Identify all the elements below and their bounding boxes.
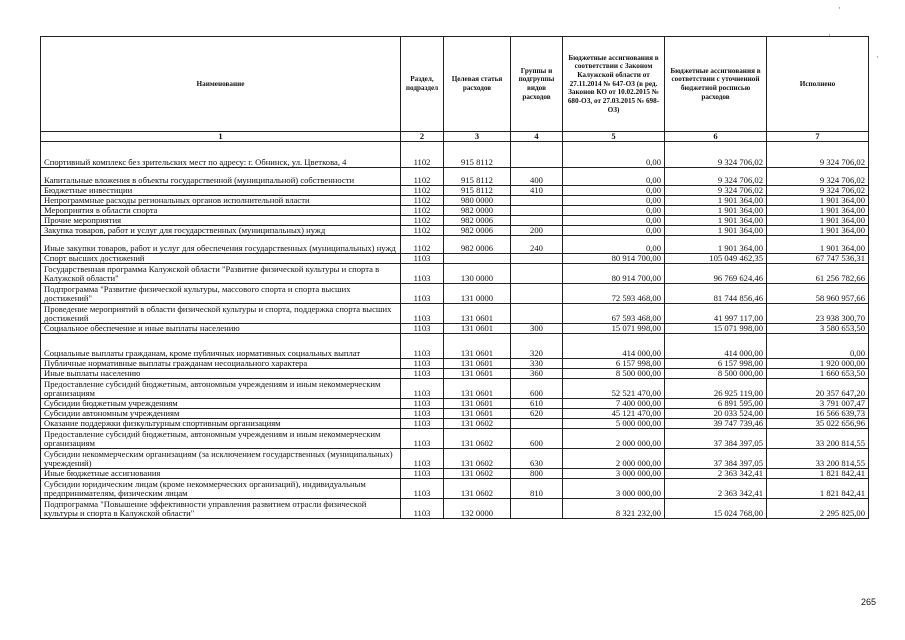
row-target-article: 131 0602 (444, 419, 511, 429)
row-expense-group: 600 (511, 379, 563, 399)
row-section: 1103 (401, 254, 444, 264)
row-refined: 41 997 117,00 (665, 304, 767, 324)
row-name: Субсидии автономным учреждениям (41, 409, 401, 419)
row-executed: 9 324 706,02 (767, 142, 869, 168)
header-row (41, 37, 869, 132)
table-row (41, 216, 869, 226)
row-assigned: 3 000 000,00 (563, 479, 665, 499)
header-assigned-by-law: Бюджетные ассигнования в соответствии с Законом Калужской области от 27.11.2014 № 647-ОЗ (в ред. Законов КО от 10.02.2015 № 680-ОЗ, от 27.03.2015 № 698-ОЗ) (563, 37, 665, 132)
row-assigned: 52 521 470,00 (563, 379, 665, 399)
row-refined: 1 901 364,00 (665, 196, 767, 206)
row-expense-group (511, 284, 563, 304)
table-row (41, 284, 869, 304)
row-executed: 35 022 656,96 (767, 419, 869, 429)
row-target-article: 131 0601 (444, 334, 511, 359)
row-target-article: 131 0601 (444, 304, 511, 324)
row-expense-group: 300 (511, 324, 563, 334)
row-assigned: 0,00 (563, 142, 665, 168)
row-executed: 9 324 706,02 (767, 186, 869, 196)
row-assigned: 0,00 (563, 168, 665, 186)
row-assigned: 414 000,00 (563, 334, 665, 359)
row-target-article: 915 8112 (444, 186, 511, 196)
row-refined: 105 049 462,35 (665, 254, 767, 264)
row-target-article: 982 0000 (444, 206, 511, 216)
row-name: Иные закупки товаров, работ и услуг для обеспечения государственных (муниципальных) нужд (41, 236, 401, 254)
row-target-article: 131 0601 (444, 409, 511, 419)
row-expense-group: 600 (511, 429, 563, 449)
row-name: Спортивный комплекс без зрительских мест по адресу: г. Обнинск, ул. Цветкова, 4 (41, 142, 401, 168)
row-section: 1103 (401, 334, 444, 359)
row-refined: 6 891 595,00 (665, 399, 767, 409)
table-row (41, 186, 869, 196)
row-executed: 23 938 300,70 (767, 304, 869, 324)
row-name: Спорт высших достижений (41, 254, 401, 264)
row-name: Закупка товаров, работ и услуг для государственных (муниципальных) нужд (41, 226, 401, 236)
row-executed: 20 357 647,20 (767, 379, 869, 399)
header-refined-assignment: Бюджетные ассигнования в соответствии с уточненной бюджетной росписью расходов (665, 37, 767, 132)
row-refined: 2 363 342,41 (665, 479, 767, 499)
row-section: 1103 (401, 409, 444, 419)
column-number: 2 (401, 132, 444, 142)
row-name: Иные выплаты населению (41, 369, 401, 379)
row-executed: 1 660 653,50 (767, 369, 869, 379)
row-executed: 1 901 364,00 (767, 236, 869, 254)
row-section: 1103 (401, 264, 444, 284)
row-expense-group (511, 254, 563, 264)
row-expense-group: 800 (511, 469, 563, 479)
row-expense-group: 400 (511, 168, 563, 186)
scan-mark: · (876, 52, 879, 62)
row-section: 1103 (401, 304, 444, 324)
row-target-article: 915 8112 (444, 142, 511, 168)
row-refined: 2 363 342,41 (665, 469, 767, 479)
row-assigned: 0,00 (563, 196, 665, 206)
row-assigned: 6 157 998,00 (563, 359, 665, 369)
row-section: 1102 (401, 196, 444, 206)
row-name: Капитальные вложения в объекты государственной (муниципальной) собственности (41, 168, 401, 186)
row-expense-group: 630 (511, 449, 563, 469)
row-name: Проведение мероприятий в области физической культуры и спорта, поддержка спорта высших достижений (41, 304, 401, 324)
row-executed: 0,00 (767, 334, 869, 359)
row-refined: 37 384 397,05 (665, 449, 767, 469)
row-target-article: 131 0602 (444, 469, 511, 479)
row-name: Субсидии бюджетным учреждениям (41, 399, 401, 409)
table-row (41, 399, 869, 409)
row-section: 1102 (401, 168, 444, 186)
row-section: 1103 (401, 449, 444, 469)
row-expense-group: 810 (511, 479, 563, 499)
row-refined: 8 500 000,00 (665, 369, 767, 379)
row-executed: 33 200 814,55 (767, 429, 869, 449)
row-refined: 9 324 706,02 (665, 142, 767, 168)
row-name: Публичные нормативные выплаты гражданам несоциального характера (41, 359, 401, 369)
row-refined: 81 744 856,46 (665, 284, 767, 304)
row-refined: 1 901 364,00 (665, 216, 767, 226)
row-expense-group (511, 304, 563, 324)
row-target-article (444, 254, 511, 264)
row-expense-group: 240 (511, 236, 563, 254)
header-executed: Исполнено (767, 37, 869, 132)
row-executed: 58 960 957,66 (767, 284, 869, 304)
table-row (41, 226, 869, 236)
row-refined: 39 747 739,46 (665, 419, 767, 429)
row-executed: 33 200 814,55 (767, 449, 869, 469)
row-assigned: 0,00 (563, 226, 665, 236)
row-executed: 9 324 706,02 (767, 168, 869, 186)
header-name: Наименование (41, 37, 401, 132)
table-row (41, 168, 869, 186)
row-section: 1103 (401, 359, 444, 369)
row-section: 1103 (401, 399, 444, 409)
row-executed: 61 256 782,66 (767, 264, 869, 284)
column-number-row (41, 132, 869, 142)
row-executed: 67 747 536,31 (767, 254, 869, 264)
row-assigned: 8 321 232,00 (563, 499, 665, 519)
row-expense-group (511, 499, 563, 519)
row-assigned: 72 593 468,00 (563, 284, 665, 304)
row-target-article: 982 0006 (444, 226, 511, 236)
row-target-article: 980 0000 (444, 196, 511, 206)
row-section: 1103 (401, 369, 444, 379)
row-executed: 1 821 842,41 (767, 469, 869, 479)
row-expense-group: 200 (511, 226, 563, 236)
row-assigned: 0,00 (563, 236, 665, 254)
header-expense-group: Группы и подгруппы видов расходов (511, 37, 563, 132)
row-name: Предоставление субсидий бюджетным, автономным учреждениям и иным некоммерческим организациям (41, 429, 401, 449)
row-target-article: 131 0602 (444, 479, 511, 499)
row-target-article: 132 0000 (444, 499, 511, 519)
row-section: 1102 (401, 236, 444, 254)
row-section: 1103 (401, 429, 444, 449)
row-assigned: 2 000 000,00 (563, 449, 665, 469)
row-name: Субсидии юридическим лицам (кроме некоммерческих организаций), индивидуальным предпринимателям, физическим лицам (41, 479, 401, 499)
table-row (41, 236, 869, 254)
row-assigned: 8 500 000,00 (563, 369, 665, 379)
row-executed: 1 901 364,00 (767, 196, 869, 206)
row-executed: 1 901 364,00 (767, 206, 869, 216)
row-target-article: 131 0601 (444, 399, 511, 409)
row-name: Мероприятия в области спорта (41, 206, 401, 216)
header-target-article: Целевая статья расходов (444, 37, 511, 132)
row-executed: 1 821 842,41 (767, 479, 869, 499)
column-number: 3 (444, 132, 511, 142)
row-name: Прочие мероприятия (41, 216, 401, 226)
row-assigned: 3 000 000,00 (563, 469, 665, 479)
row-section: 1103 (401, 479, 444, 499)
row-assigned: 0,00 (563, 186, 665, 196)
row-target-article: 131 0601 (444, 379, 511, 399)
row-expense-group: 330 (511, 359, 563, 369)
row-target-article: 131 0601 (444, 359, 511, 369)
table-row (41, 334, 869, 359)
row-target-article: 131 0602 (444, 449, 511, 469)
row-name: Субсидии некоммерческим организациям (за исключением государственных (муниципальных) учреждений) (41, 449, 401, 469)
row-section: 1103 (401, 469, 444, 479)
scan-mark: · (838, 3, 841, 13)
row-refined: 9 324 706,02 (665, 186, 767, 196)
row-name: Оказание поддержки физкультурным спортивным организациям (41, 419, 401, 429)
row-assigned: 2 000 000,00 (563, 429, 665, 449)
row-name: Социальные выплаты гражданам, кроме публичных нормативных социальных выплат (41, 334, 401, 359)
row-executed: 2 295 825,00 (767, 499, 869, 519)
row-refined: 37 384 397,05 (665, 429, 767, 449)
row-expense-group (511, 142, 563, 168)
row-expense-group: 620 (511, 409, 563, 419)
table-row (41, 142, 869, 168)
table-row (41, 359, 869, 369)
row-expense-group (511, 216, 563, 226)
row-expense-group (511, 264, 563, 284)
row-executed: 1 901 364,00 (767, 216, 869, 226)
row-target-article: 131 0602 (444, 429, 511, 449)
row-expense-group: 410 (511, 186, 563, 196)
row-expense-group: 360 (511, 369, 563, 379)
row-executed: 1 901 364,00 (767, 226, 869, 236)
row-target-article: 130 0000 (444, 264, 511, 284)
row-section: 1103 (401, 284, 444, 304)
table-row (41, 419, 869, 429)
row-refined: 1 901 364,00 (665, 236, 767, 254)
row-name: Подпрограмма "Повышение эффективности управления развитием отрасли физической культуры и спорта в Калужской области" (41, 499, 401, 519)
table-row (41, 499, 869, 519)
table-row (41, 324, 869, 334)
table-row (41, 254, 869, 264)
row-executed: 1 920 000,00 (767, 359, 869, 369)
table-row (41, 479, 869, 499)
row-refined: 1 901 364,00 (665, 206, 767, 216)
row-executed: 3 791 007,47 (767, 399, 869, 409)
row-section: 1103 (401, 419, 444, 429)
row-expense-group: 320 (511, 334, 563, 359)
row-name: Иные бюджетные ассигнования (41, 469, 401, 479)
row-section: 1102 (401, 206, 444, 216)
column-number: 5 (563, 132, 665, 142)
row-name: Подпрограмма "Развитие физической культуры, массового спорта и спорта высших достижений" (41, 284, 401, 304)
row-section: 1102 (401, 142, 444, 168)
row-section: 1102 (401, 226, 444, 236)
row-assigned: 45 121 470,00 (563, 409, 665, 419)
row-expense-group (511, 419, 563, 429)
row-refined: 9 324 706,02 (665, 168, 767, 186)
column-number: 7 (767, 132, 869, 142)
row-target-article: 915 8112 (444, 168, 511, 186)
row-assigned: 5 000 000,00 (563, 419, 665, 429)
row-expense-group (511, 206, 563, 216)
row-name: Государственная программа Калужской области "Развитие физической культуры и спорта в Калужской области" (41, 264, 401, 284)
table-row (41, 379, 869, 399)
row-executed: 16 566 639,73 (767, 409, 869, 419)
row-name: Непрограммные расходы региональных органов исполнительной власти (41, 196, 401, 206)
row-refined: 15 071 998,00 (665, 324, 767, 334)
table-row (41, 264, 869, 284)
table-row (41, 429, 869, 449)
row-section: 1103 (401, 324, 444, 334)
row-name: Бюджетные инвестиции (41, 186, 401, 196)
table-row (41, 206, 869, 216)
row-section: 1102 (401, 216, 444, 226)
table-row (41, 409, 869, 419)
row-name: Предоставление субсидий бюджетным, автономным учреждениям и иным некоммерческим организациям (41, 379, 401, 399)
column-number: 4 (511, 132, 563, 142)
row-refined: 20 033 524,00 (665, 409, 767, 419)
row-target-article: 982 0006 (444, 236, 511, 254)
row-assigned: 0,00 (563, 206, 665, 216)
row-expense-group (511, 196, 563, 206)
row-refined: 26 925 119,00 (665, 379, 767, 399)
row-assigned: 7 400 000,00 (563, 399, 665, 409)
row-section: 1103 (401, 379, 444, 399)
header-section: Раздел, подраздел (401, 37, 444, 132)
row-refined: 1 901 364,00 (665, 226, 767, 236)
row-executed: 3 580 653,50 (767, 324, 869, 334)
table-row (41, 196, 869, 206)
row-target-article: 131 0000 (444, 284, 511, 304)
row-name: Социальное обеспечение и иные выплаты населению (41, 324, 401, 334)
row-refined: 6 157 998,00 (665, 359, 767, 369)
page-number: 265 (861, 597, 877, 607)
table-row (41, 449, 869, 469)
row-refined: 15 024 768,00 (665, 499, 767, 519)
column-number: 6 (665, 132, 767, 142)
column-number: 1 (41, 132, 401, 142)
budget-table (40, 36, 869, 519)
row-assigned: 80 914 700,00 (563, 264, 665, 284)
table-row (41, 304, 869, 324)
table-row (41, 369, 869, 379)
row-section: 1103 (401, 499, 444, 519)
row-refined: 96 769 624,46 (665, 264, 767, 284)
row-assigned: 15 071 998,00 (563, 324, 665, 334)
row-target-article: 131 0601 (444, 324, 511, 334)
row-target-article: 131 0601 (444, 369, 511, 379)
row-refined: 414 000,00 (665, 334, 767, 359)
row-expense-group: 610 (511, 399, 563, 409)
row-assigned: 67 593 468,00 (563, 304, 665, 324)
row-assigned: 80 914 700,00 (563, 254, 665, 264)
table-row (41, 469, 869, 479)
row-section: 1102 (401, 186, 444, 196)
row-target-article: 982 0006 (444, 216, 511, 226)
scan-mark: · (828, 30, 831, 40)
row-assigned: 0,00 (563, 216, 665, 226)
